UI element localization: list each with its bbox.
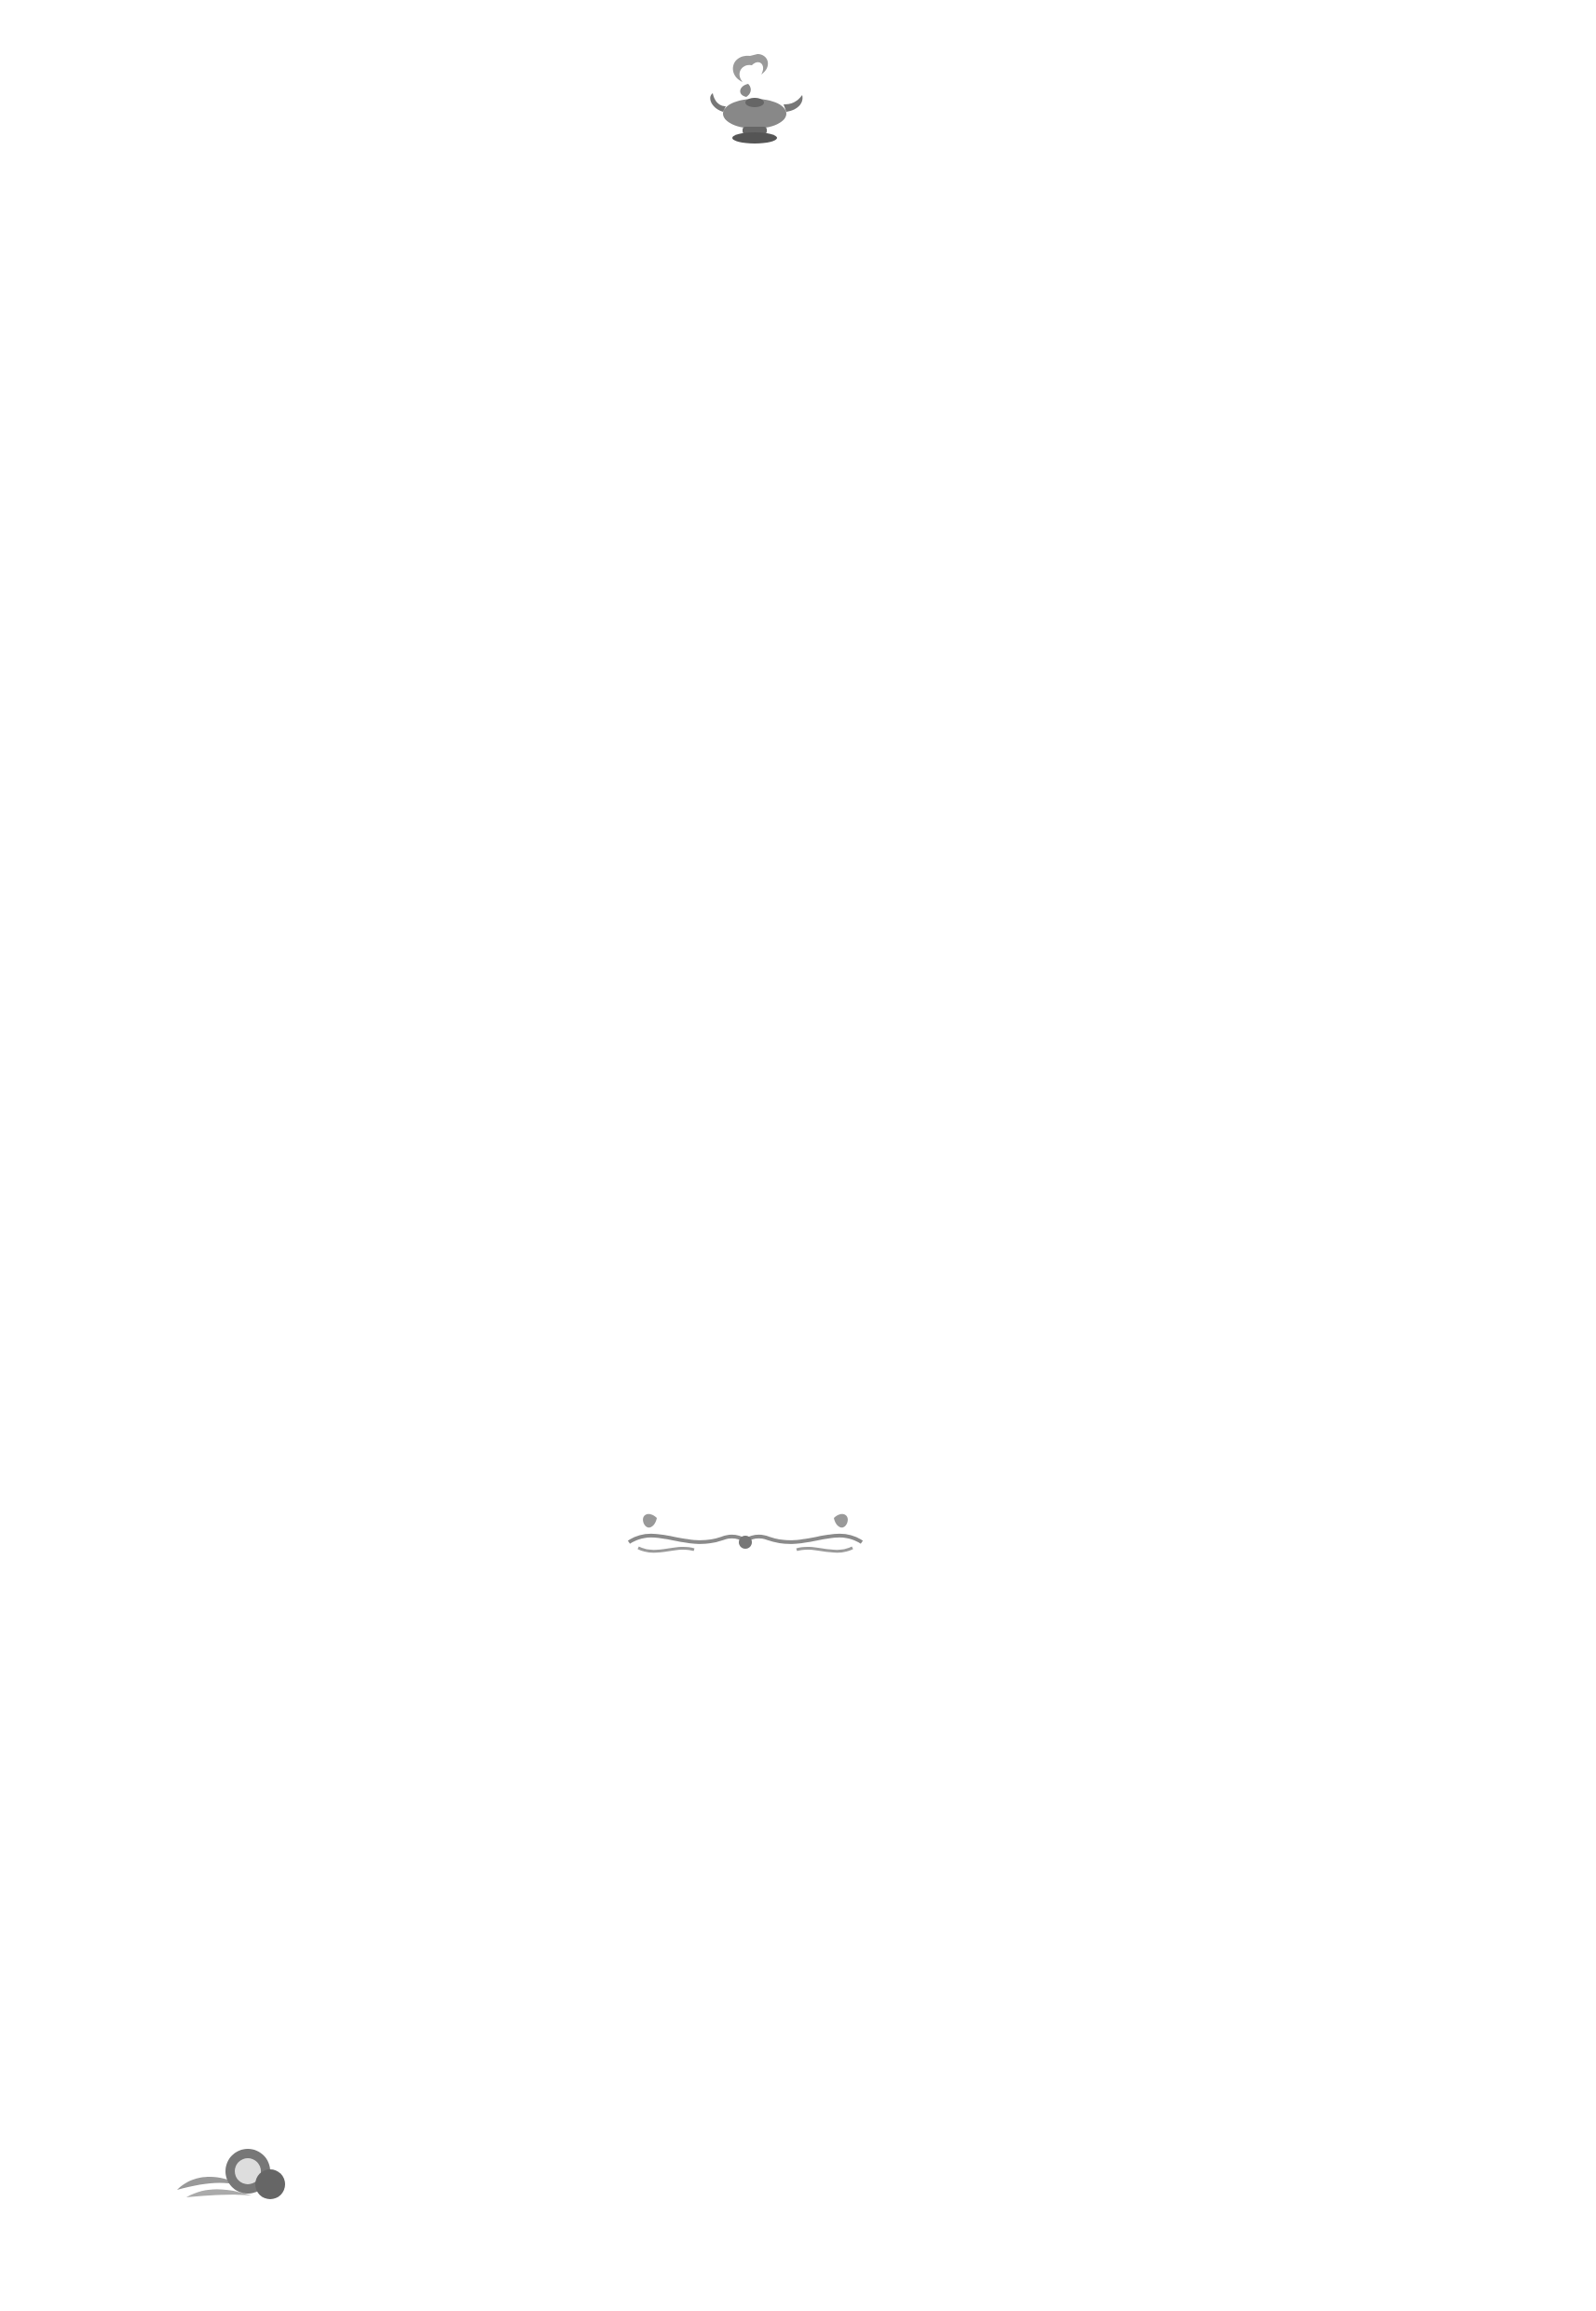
- genie-lamp-icon: [694, 37, 815, 158]
- section-opening-line: [186, 1617, 1328, 1701]
- coconut-icon: [168, 2134, 298, 2208]
- floral-divider-icon: [620, 1505, 871, 1570]
- section-two: [186, 1617, 1328, 1701]
- page-footer: [168, 2134, 332, 2208]
